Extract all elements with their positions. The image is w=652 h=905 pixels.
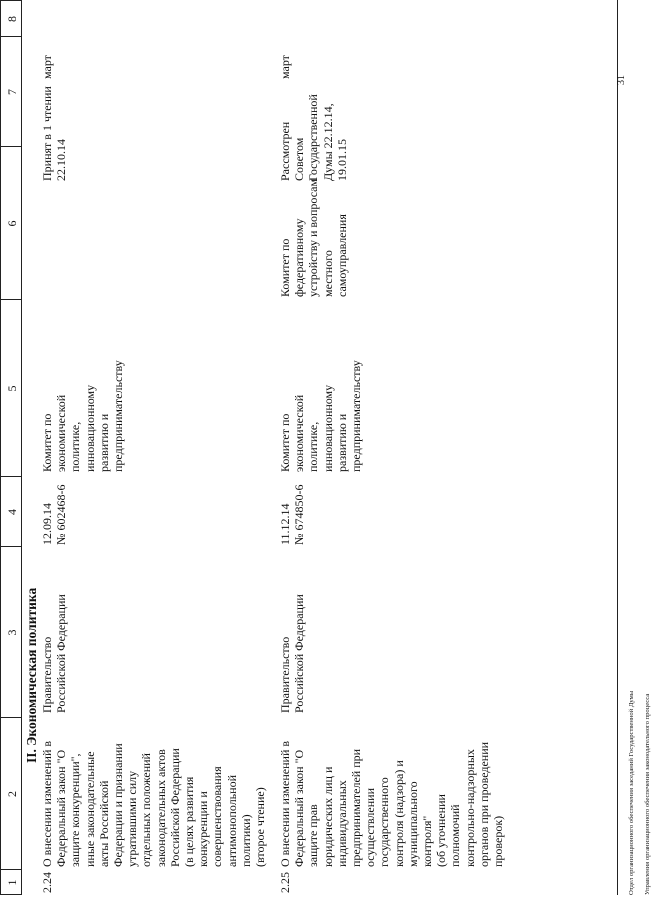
page-number: 31 <box>616 75 627 85</box>
section-title: II. Экономическая политика <box>24 587 39 763</box>
column-header-3: 3 <box>5 629 19 636</box>
row-2-24-month: март <box>40 55 54 79</box>
row-2-25-initiator: Правительство Российской Федерации <box>278 594 307 713</box>
row-2-25-status: Рассмотрен Советом Государственной Думы 22.12.14, 19.01.15 <box>278 94 349 181</box>
column-header-8: 8 <box>5 16 19 22</box>
footer-line-1: Отдел организационного обеспечения заседаний Государственной Думы <box>628 690 635 895</box>
column-header-6: 6 <box>5 220 19 227</box>
row-2-24-number: 2.24 <box>40 872 54 893</box>
column-header-4: 4 <box>5 509 19 515</box>
row-2-25-co-committee: Комитет по федеративному устройству и вопросам местного самоуправления <box>278 178 349 297</box>
column-header-2: 2 <box>5 791 19 797</box>
row-2-24-status: Принят в 1 чтении 22.10.14 <box>40 86 69 181</box>
footer-department <box>620 691 652 895</box>
footer-line-2: Управления организационного обеспечения законодательного процесса <box>644 693 651 895</box>
row-2-25-committee: Комитет по экономической политике, инновационному развитию и предпринимательству <box>278 360 364 472</box>
column-header-1: 1 <box>5 879 19 886</box>
header-bottom-border <box>21 0 22 895</box>
column-header-5: 5 <box>5 385 19 392</box>
row-2-25-title: О внесении изменений в Федеральный закон "О защите прав юридических лиц и индивидуальных предпринимателей при осуществлении государственного контроля (надзора) и муниципального контроля" (об уточнении полномочий контрольно-надзорных органов при проведении проверок) <box>278 740 506 867</box>
column-header-7: 7 <box>5 89 19 95</box>
row-2-25-number: 2.25 <box>278 872 292 893</box>
row-2-24-initiator: Правительство Российской Федерации <box>40 594 69 713</box>
table-bottom-border <box>617 0 618 895</box>
row-2-24-title: О внесении изменений в Федеральный закон "О защите конкуренции", иные законодательные акты Российской Федерации и признании утратившими силу отдельных положений законодательных актов Российской Федерации (в целях развития конкуренции и совершенствования антимонопольной политики) (второе чтение) <box>40 740 268 867</box>
row-2-25-month: март <box>278 55 292 79</box>
table-top-border <box>0 0 1 895</box>
row-2-24-date-registration: 12.09.14 № 602468-6 <box>40 484 69 545</box>
row-2-25-date-registration: 11.12.14 № 674850-6 <box>278 484 307 545</box>
row-2-24-committee: Комитет по экономической политике, инновационному развитию и предпринимательству <box>40 360 126 472</box>
